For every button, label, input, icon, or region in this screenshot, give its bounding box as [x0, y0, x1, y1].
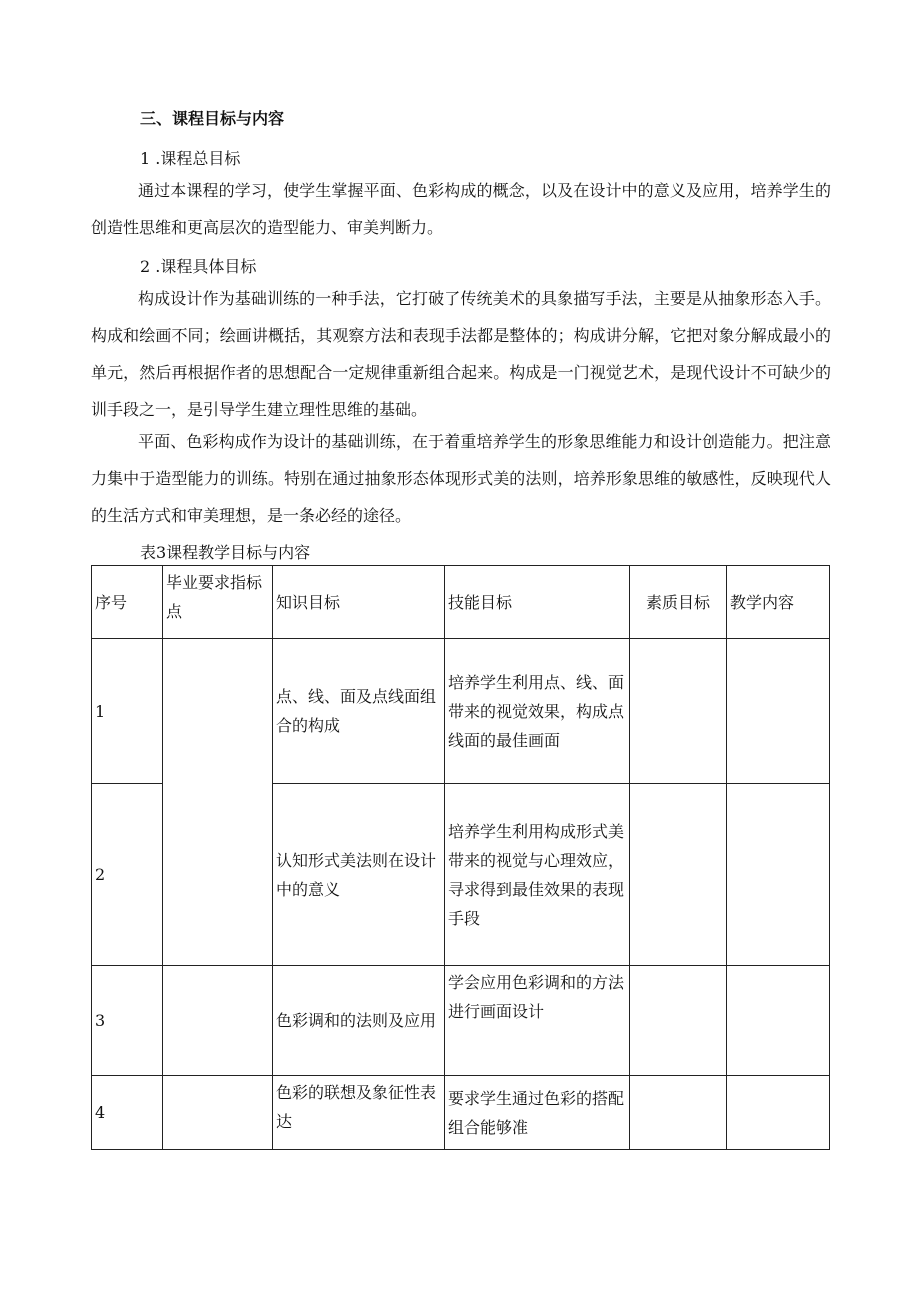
content-cell [727, 966, 830, 1076]
quality-cell [630, 784, 727, 966]
indicator-cell [163, 639, 273, 966]
content-cell [727, 639, 830, 784]
quality-cell [630, 966, 727, 1076]
row-knowledge: 点、线、面及点线面组合的构成 [273, 639, 445, 784]
row-no: 2 [92, 784, 163, 966]
paragraph-overall-goal: 通过本课程的学习，使学生掌握平面、色彩构成的概念，以及在设计中的意义及应用，培养学生的创造性思维和更高层次的造型能力、审美判断力。 [91, 181, 831, 237]
indicator-cell [163, 966, 273, 1076]
row-knowledge: 色彩的联想及象征性表达 [273, 1076, 445, 1150]
header-content: 教学内容 [727, 566, 830, 639]
table-caption: 表3课程教学目标与内容 [140, 543, 311, 562]
row-no: 4 [92, 1076, 163, 1150]
paragraph-specific-goal: 构成设计作为基础训练的一种手法，它打破了传统美术的具象描写手法，主要是从抽象形态入手。构成和绘画不同；绘画讲概括，其观察方法和表现手法都是整体的；构成讲分解，它把对象分解成最小的单元，然后再根据作者的思想配合一定规律重新组合起来。构成是一门视觉艺术，是现代设计不可缺少的训手段之一，是引导学生建立理性思维的基础。 [91, 289, 831, 419]
content-cell [727, 1076, 830, 1150]
row-knowledge: 色彩调和的法则及应用 [273, 966, 445, 1076]
paragraph-training: 平面、色彩构成作为设计的基础训练，在于着重培养学生的形象思维能力和设计创造能力。把注意力集中于造型能力的训练。特别在通过抽象形态体现形式美的法则，培养形象思维的敏感性，反映现代人的生活方式和审美理想，是一条必经的途径。 [91, 432, 831, 525]
row-no: 3 [92, 966, 163, 1076]
header-no: 序号 [92, 566, 163, 639]
header-knowledge: 知识目标 [273, 566, 445, 639]
header-indicator: 毕业要求指标点 [163, 566, 273, 639]
header-skill: 技能目标 [445, 566, 630, 639]
subheading-specific-goal: 2 .课程具体目标 [140, 257, 257, 276]
indicator-cell [163, 1076, 273, 1150]
row-skill: 学会应用色彩调和的方法进行画面设计 [445, 966, 630, 1076]
quality-cell [630, 1076, 727, 1150]
subheading-overall-goal: 1 .课程总目标 [140, 149, 241, 168]
table-row [92, 1076, 830, 1150]
table-row [92, 966, 830, 1076]
row-no: 1 [92, 639, 163, 784]
course-goals-table [91, 565, 830, 1150]
row-knowledge: 认知形式美法则在设计中的意义 [273, 784, 445, 966]
content-cell [727, 784, 830, 966]
quality-cell [630, 639, 727, 784]
row-skill: 培养学生利用点、线、面带来的视觉效果，构成点线面的最佳画面 [445, 639, 630, 784]
row-skill: 培养学生利用构成形式美带来的视觉与心理效应，寻求得到最佳效果的表现手段 [445, 784, 630, 966]
table-header-row [92, 566, 830, 639]
header-quality: 素质目标 [630, 566, 727, 639]
section-heading: 三、课程目标与内容 [140, 109, 285, 128]
row-skill: 要求学生通过色彩的搭配组合能够准 [445, 1076, 630, 1150]
table-row [92, 639, 830, 784]
